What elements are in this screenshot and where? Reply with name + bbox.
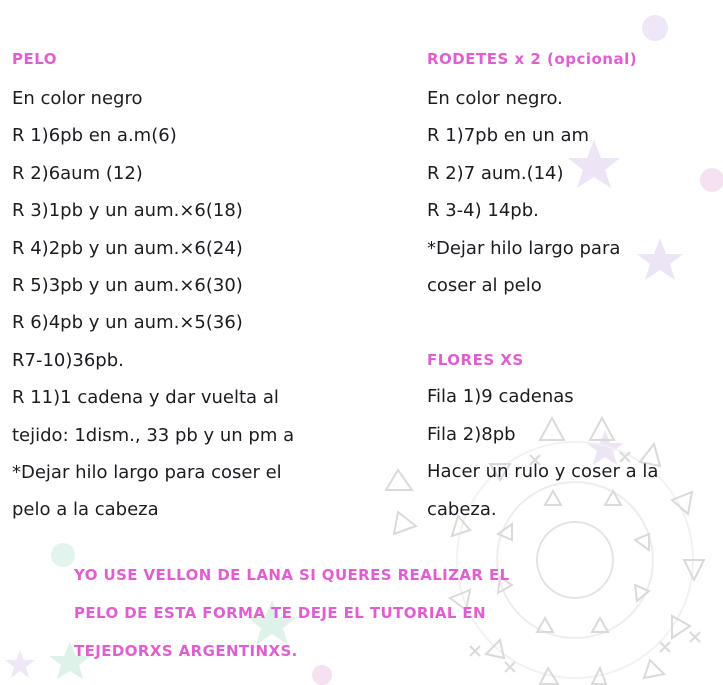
pelo-line: R 3)1pb y un aum.×6(18) [12,200,243,222]
pelo-line: R7-10)36pb. [12,349,124,371]
note-line: YO USE VELLON DE LANA SI QUERES REALIZAR EL [74,566,510,584]
rodetes-title: RODETES x 2 (opcional) [427,50,638,68]
flores-line: Hacer un rulo y coser a la [427,461,659,483]
pelo-line: R 1)6pb en a.m(6) [12,125,177,147]
star-decoration [5,650,35,678]
pelo-section [12,38,392,529]
pelo-line: *Dejar hilo largo para coser el [12,461,282,483]
note-line: PELO DE ESTA FORMA TE DEJE EL TUTORIAL EN [74,604,487,622]
tutorial-note [74,556,674,670]
pelo-line: R 2)6aum (12) [12,162,143,184]
pelo-line: R 4)2pb y un aum.×6(24) [12,237,243,259]
pelo-line: pelo a la cabeza [12,499,159,521]
rodetes-line: *Dejar hilo largo para [427,237,621,259]
pelo-line: R 6)4pb y un aum.×5(36) [12,312,243,334]
rodetes-line: R 1)7pb en un am [427,125,590,147]
rodetes-line: R 2)7 aum.(14) [427,162,564,184]
right-column [427,38,722,528]
section-spacer [427,304,722,342]
rodetes-line: coser al pelo [427,274,542,296]
pelo-line: R 11)1 cadena y dar vuelta al [12,387,279,409]
flores-line: Fila 1)9 cadenas [427,386,574,408]
note-line: TEJEDORXS ARGENTINXS. [74,642,298,660]
pelo-line: R 5)3pb y un aum.×6(30) [12,274,243,296]
flores-title: FLORES XS [427,351,524,370]
rodetes-line: En color negro. [427,88,563,109]
rodetes-line: R 3-4) 14pb. [427,200,539,222]
dot-decoration [51,543,75,567]
flores-line: cabeza. [427,498,497,520]
flores-line: Fila 2)8pb [427,423,516,445]
rodetes-section [427,38,722,304]
flores-section [427,342,722,528]
pelo-line: tejido: 1dism., 33 pb y un pm a [12,424,295,446]
pelo-title: PELO [12,50,58,68]
pelo-line: En color negro [12,88,143,109]
